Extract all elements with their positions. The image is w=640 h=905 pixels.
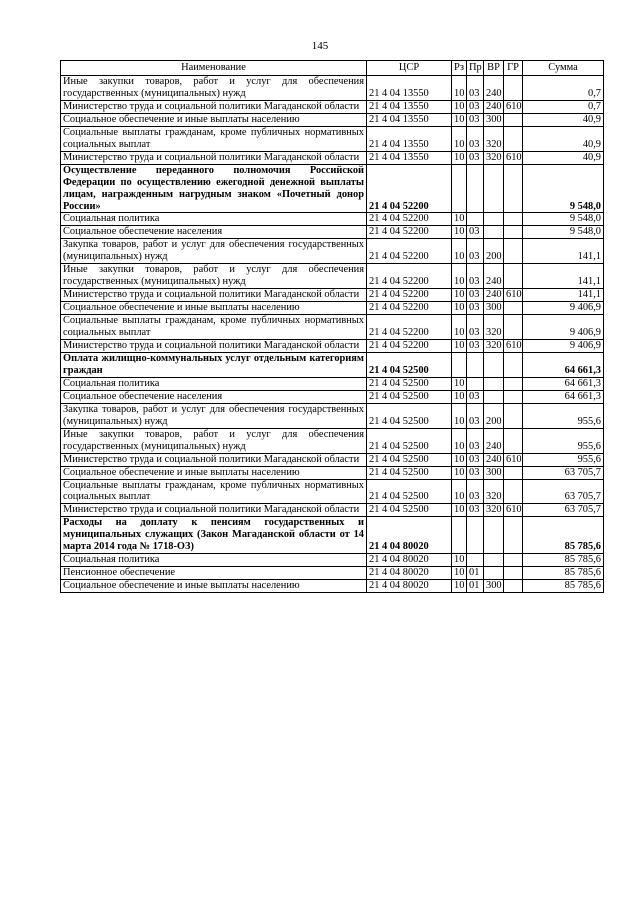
cell-sum: 85 785,6: [523, 580, 604, 593]
cell-rz: 10: [452, 213, 467, 226]
header-rz: Рз: [452, 61, 467, 76]
cell-sum: 40,9: [523, 151, 604, 164]
cell-pr: 01: [467, 567, 484, 580]
cell-vr: 320: [484, 315, 504, 340]
cell-vr: 300: [484, 580, 504, 593]
cell-rz: 10: [452, 377, 467, 390]
cell-rz: 10: [452, 239, 467, 264]
cell-csr: 21 4 04 52500: [367, 403, 452, 428]
cell-csr: 21 4 04 52200: [367, 264, 452, 289]
cell-csr: 21 4 04 52500: [367, 352, 452, 377]
cell-rz: 10: [452, 567, 467, 580]
table-row: [61, 352, 604, 377]
cell-pr: [467, 213, 484, 226]
table-row: [61, 302, 604, 315]
cell-gr: [504, 213, 523, 226]
table-row: [61, 377, 604, 390]
cell-csr: 21 4 04 52500: [367, 453, 452, 466]
cell-csr: 21 4 04 52200: [367, 226, 452, 239]
table-row: [61, 466, 604, 479]
cell-gr: 610: [504, 504, 523, 517]
cell-name: Социальное обеспечение и иные выплаты населению: [61, 466, 367, 479]
cell-vr: 240: [484, 264, 504, 289]
cell-gr: [504, 226, 523, 239]
cell-vr: 320: [484, 504, 504, 517]
table-row: [61, 289, 604, 302]
cell-gr: [504, 315, 523, 340]
table-row: [61, 390, 604, 403]
cell-csr: 21 4 04 52200: [367, 340, 452, 353]
cell-rz: 10: [452, 504, 467, 517]
cell-sum: 9 548,0: [523, 226, 604, 239]
cell-vr: 320: [484, 126, 504, 151]
cell-name: Социальное обеспечение и иные выплаты населению: [61, 113, 367, 126]
cell-sum: 85 785,6: [523, 517, 604, 554]
cell-vr: 320: [484, 479, 504, 504]
cell-csr: 21 4 04 52200: [367, 315, 452, 340]
cell-rz: 10: [452, 453, 467, 466]
cell-sum: 9 406,9: [523, 302, 604, 315]
cell-name: Социальное обеспечение населения: [61, 226, 367, 239]
cell-pr: 03: [467, 126, 484, 151]
cell-rz: 10: [452, 428, 467, 453]
cell-gr: [504, 126, 523, 151]
cell-gr: [504, 403, 523, 428]
cell-sum: 64 661,3: [523, 352, 604, 377]
cell-name: Расходы на доплату к пенсиям государственных и муниципальных служащих (Закон Магаданской области от 14 марта 2014 года № 1718-ОЗ): [61, 517, 367, 554]
table-row: [61, 453, 604, 466]
cell-gr: 610: [504, 100, 523, 113]
cell-rz: 10: [452, 151, 467, 164]
cell-csr: 21 4 04 52500: [367, 377, 452, 390]
cell-vr: 320: [484, 340, 504, 353]
cell-gr: [504, 76, 523, 101]
cell-gr: [504, 390, 523, 403]
cell-gr: 610: [504, 151, 523, 164]
cell-pr: 03: [467, 226, 484, 239]
cell-rz: 10: [452, 100, 467, 113]
cell-sum: 64 661,3: [523, 390, 604, 403]
cell-csr: 21 4 04 52500: [367, 390, 452, 403]
cell-name: Иные закупки товаров, работ и услуг для обеспечения государственных (муниципальных) нужд: [61, 428, 367, 453]
cell-gr: 610: [504, 340, 523, 353]
cell-name: Закупка товаров, работ и услуг для обеспечения государственных (муниципальных) нужд: [61, 239, 367, 264]
table-row: [61, 567, 604, 580]
cell-pr: 03: [467, 479, 484, 504]
cell-rz: 10: [452, 264, 467, 289]
cell-rz: 10: [452, 76, 467, 101]
cell-rz: 10: [452, 113, 467, 126]
cell-sum: 9 406,9: [523, 315, 604, 340]
cell-pr: 03: [467, 315, 484, 340]
table-row: [61, 428, 604, 453]
cell-pr: 03: [467, 403, 484, 428]
cell-rz: 10: [452, 302, 467, 315]
cell-pr: 03: [467, 113, 484, 126]
cell-csr: 21 4 04 52200: [367, 239, 452, 264]
cell-sum: 85 785,6: [523, 554, 604, 567]
cell-sum: 63 705,7: [523, 504, 604, 517]
cell-sum: 85 785,6: [523, 567, 604, 580]
cell-csr: 21 4 04 13550: [367, 126, 452, 151]
cell-rz: 10: [452, 340, 467, 353]
cell-name: Закупка товаров, работ и услуг для обеспечения государственных (муниципальных) нужд: [61, 403, 367, 428]
cell-csr: 21 4 04 80020: [367, 554, 452, 567]
cell-rz: [452, 517, 467, 554]
cell-vr: 320: [484, 151, 504, 164]
cell-pr: 03: [467, 302, 484, 315]
cell-name: Осуществление переданного полномочия Российской Федерации по осуществлению ежегодной денежной выплаты лицам, награжденным нагрудным знаком «Почетный донор России»: [61, 164, 367, 213]
cell-pr: [467, 377, 484, 390]
cell-gr: [504, 113, 523, 126]
page-number: 145: [311, 40, 329, 52]
cell-sum: 40,9: [523, 126, 604, 151]
header-csr: ЦСР: [367, 61, 452, 76]
cell-pr: [467, 352, 484, 377]
cell-vr: [484, 213, 504, 226]
cell-vr: 200: [484, 403, 504, 428]
cell-gr: [504, 264, 523, 289]
cell-pr: 03: [467, 151, 484, 164]
cell-vr: 240: [484, 289, 504, 302]
table-row: [61, 479, 604, 504]
table-row: [61, 76, 604, 101]
table-row: [61, 164, 604, 213]
cell-sum: 141,1: [523, 289, 604, 302]
cell-pr: [467, 554, 484, 567]
cell-csr: 21 4 04 52500: [367, 466, 452, 479]
header-name: Наименование: [61, 61, 367, 76]
cell-name: Министерство труда и социальной политики Магаданской области: [61, 504, 367, 517]
cell-pr: 03: [467, 390, 484, 403]
cell-pr: 03: [467, 340, 484, 353]
cell-pr: 03: [467, 100, 484, 113]
cell-sum: 9 548,0: [523, 164, 604, 213]
table-row: [61, 151, 604, 164]
cell-vr: [484, 164, 504, 213]
cell-csr: 21 4 04 80020: [367, 580, 452, 593]
cell-rz: 10: [452, 390, 467, 403]
table-row: [61, 113, 604, 126]
cell-sum: 955,6: [523, 453, 604, 466]
cell-rz: 10: [452, 466, 467, 479]
budget-table: [60, 60, 604, 593]
cell-rz: 10: [452, 479, 467, 504]
cell-pr: 03: [467, 504, 484, 517]
cell-name: Социальная политика: [61, 554, 367, 567]
cell-name: Социальные выплаты гражданам, кроме публичных нормативных социальных выплат: [61, 126, 367, 151]
cell-csr: 21 4 04 52200: [367, 289, 452, 302]
cell-rz: 10: [452, 403, 467, 428]
cell-rz: [452, 352, 467, 377]
cell-csr: 21 4 04 80020: [367, 567, 452, 580]
header-pr: Пр: [467, 61, 484, 76]
cell-csr: 21 4 04 13550: [367, 151, 452, 164]
cell-rz: 10: [452, 126, 467, 151]
cell-gr: [504, 466, 523, 479]
cell-sum: 9 406,9: [523, 340, 604, 353]
cell-pr: 03: [467, 428, 484, 453]
cell-csr: 21 4 04 52500: [367, 479, 452, 504]
cell-rz: 10: [452, 554, 467, 567]
table-row: [61, 213, 604, 226]
cell-vr: [484, 517, 504, 554]
cell-name: Министерство труда и социальной политики Магаданской области: [61, 340, 367, 353]
cell-sum: 40,9: [523, 113, 604, 126]
cell-gr: [504, 479, 523, 504]
cell-sum: 955,6: [523, 403, 604, 428]
cell-sum: 9 548,0: [523, 213, 604, 226]
cell-sum: 0,7: [523, 100, 604, 113]
cell-sum: 0,7: [523, 76, 604, 101]
cell-pr: 03: [467, 453, 484, 466]
table-row: [61, 100, 604, 113]
cell-pr: 03: [467, 76, 484, 101]
cell-name: Оплата жилищно-коммунальных услуг отдельным категориям граждан: [61, 352, 367, 377]
cell-csr: 21 4 04 80020: [367, 517, 452, 554]
cell-csr: 21 4 04 13550: [367, 100, 452, 113]
cell-rz: 10: [452, 289, 467, 302]
cell-name: Социальная политика: [61, 377, 367, 390]
cell-name: Иные закупки товаров, работ и услуг для обеспечения государственных (муниципальных) нужд: [61, 76, 367, 101]
cell-vr: 240: [484, 76, 504, 101]
table-row: [61, 554, 604, 567]
cell-name: Иные закупки товаров, работ и услуг для обеспечения государственных (муниципальных) нужд: [61, 264, 367, 289]
header-sum: Сумма: [523, 61, 604, 76]
cell-vr: 240: [484, 428, 504, 453]
cell-sum: 63 705,7: [523, 479, 604, 504]
table-row: [61, 264, 604, 289]
cell-pr: 03: [467, 264, 484, 289]
cell-vr: [484, 554, 504, 567]
cell-rz: 10: [452, 226, 467, 239]
header-gr: ГР: [504, 61, 523, 76]
cell-sum: 141,1: [523, 239, 604, 264]
cell-gr: [504, 580, 523, 593]
cell-vr: 300: [484, 113, 504, 126]
cell-gr: [504, 377, 523, 390]
cell-vr: 240: [484, 100, 504, 113]
cell-gr: [504, 352, 523, 377]
cell-vr: 300: [484, 466, 504, 479]
cell-sum: 955,6: [523, 428, 604, 453]
cell-csr: 21 4 04 52200: [367, 164, 452, 213]
cell-name: Министерство труда и социальной политики Магаданской области: [61, 289, 367, 302]
cell-name: Социальные выплаты гражданам, кроме публичных нормативных социальных выплат: [61, 315, 367, 340]
header-vr: ВР: [484, 61, 504, 76]
cell-pr: 03: [467, 239, 484, 264]
cell-name: Социальная политика: [61, 213, 367, 226]
cell-gr: [504, 239, 523, 264]
cell-pr: 03: [467, 466, 484, 479]
cell-rz: 10: [452, 580, 467, 593]
cell-gr: [504, 517, 523, 554]
cell-name: Социальное обеспечение и иные выплаты населению: [61, 302, 367, 315]
cell-vr: 300: [484, 302, 504, 315]
table-row: [61, 517, 604, 554]
cell-gr: [504, 567, 523, 580]
cell-pr: [467, 164, 484, 213]
cell-rz: [452, 164, 467, 213]
cell-sum: 64 661,3: [523, 377, 604, 390]
cell-name: Социальное обеспечение населения: [61, 390, 367, 403]
cell-vr: [484, 567, 504, 580]
cell-vr: [484, 390, 504, 403]
table-row: [61, 504, 604, 517]
cell-name: Министерство труда и социальной политики Магаданской области: [61, 100, 367, 113]
cell-vr: [484, 377, 504, 390]
table-row: [61, 126, 604, 151]
table-row: [61, 239, 604, 264]
cell-pr: 01: [467, 580, 484, 593]
table-row: [61, 315, 604, 340]
cell-name: Социальные выплаты гражданам, кроме публичных нормативных социальных выплат: [61, 479, 367, 504]
table-row: [61, 340, 604, 353]
cell-gr: [504, 428, 523, 453]
table-header-row: [61, 61, 604, 76]
cell-csr: 21 4 04 52500: [367, 504, 452, 517]
cell-gr: [504, 164, 523, 213]
cell-pr: 03: [467, 289, 484, 302]
cell-vr: 200: [484, 239, 504, 264]
cell-csr: 21 4 04 52200: [367, 213, 452, 226]
cell-name: Социальное обеспечение и иные выплаты населению: [61, 580, 367, 593]
cell-gr: 610: [504, 289, 523, 302]
cell-vr: [484, 226, 504, 239]
cell-gr: [504, 302, 523, 315]
cell-name: Министерство труда и социальной политики Магаданской области: [61, 151, 367, 164]
cell-sum: 63 705,7: [523, 466, 604, 479]
cell-gr: 610: [504, 453, 523, 466]
cell-csr: 21 4 04 13550: [367, 76, 452, 101]
cell-csr: 21 4 04 13550: [367, 113, 452, 126]
cell-gr: [504, 554, 523, 567]
cell-csr: 21 4 04 52200: [367, 302, 452, 315]
cell-csr: 21 4 04 52500: [367, 428, 452, 453]
cell-vr: 240: [484, 453, 504, 466]
cell-pr: [467, 517, 484, 554]
cell-vr: [484, 352, 504, 377]
cell-rz: 10: [452, 315, 467, 340]
cell-sum: 141,1: [523, 264, 604, 289]
table-row: [61, 226, 604, 239]
cell-name: Пенсионное обеспечение: [61, 567, 367, 580]
table-row: [61, 403, 604, 428]
table-body: [61, 76, 604, 593]
table-row: [61, 580, 604, 593]
cell-name: Министерство труда и социальной политики Магаданской области: [61, 453, 367, 466]
